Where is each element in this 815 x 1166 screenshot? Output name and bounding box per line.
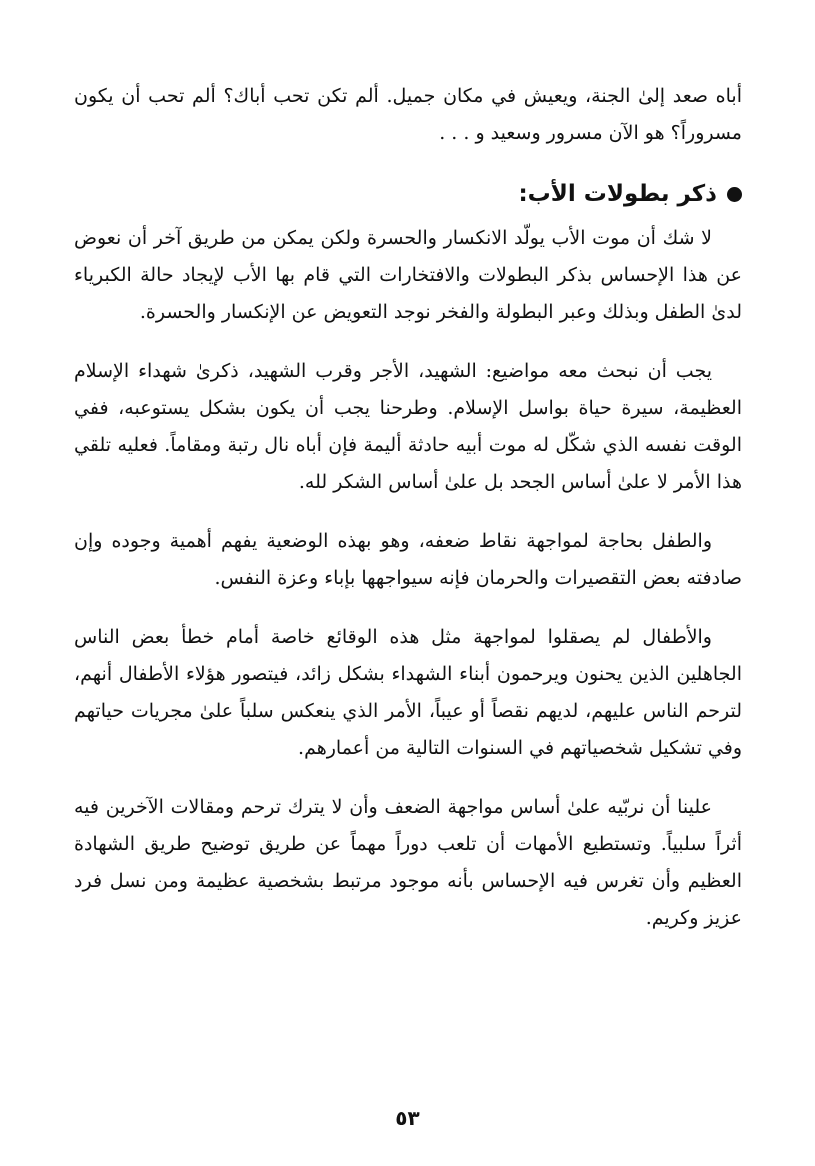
body-paragraph-2: يجب أن نبحث معه مواضيع: الشهيد، الأجر وقرب الشهيد، ذكرىٰ شهداء الإسلام العظيمة، سيرة حياة بواسل الإسلام. وطرحنا يجب أن يكون بشكل يستوعبه، ففي الوقت نفسه الذي شكّل له موت أبيه حادثة أليمة فإن أباه نال رتبة ومقاماً. فعليه تلقي هذا الأمر لا علىٰ أساس الجحد بل علىٰ أساس الشكر لله.	[74, 360, 742, 493]
section-heading	[74, 174, 742, 214]
book-page	[74, 78, 742, 937]
bullet-icon	[727, 187, 742, 202]
body-paragraph-3: والطفل بحاجة لمواجهة نقاط ضعفه، وهو بهذه الوضعية يفهم أهمية وجوده وإن صادفته بعض التقصيرات والحرمان فإنه سيواجهها بإباء وعزة النفس.	[74, 530, 742, 589]
body-paragraph-1: لا شك أن موت الأب يولّد الانكسار والحسرة ولكن يمكن من طريق آخر أن نعوض عن هذا الإحساس بذكر البطولات والافتخارات التي قام بها الأب لإيجاد حالة الكبرياء لدىٰ الطفل وبذلك وعبر البطولة والفخر نوجد التعويض عن الإنكسار والحسرة.	[74, 227, 742, 323]
intro-paragraph: أباه صعد إلىٰ الجنة، ويعيش في مكان جميل. ألم تكن تحب أباك؟ ألم تحب أن يكون مسروراً؟ هو الآن مسرور وسعيد و . . .	[74, 85, 742, 144]
page-number: ٥٣	[395, 1106, 420, 1130]
body-paragraph-4: والأطفال لم يصقلوا لمواجهة مثل هذه الوقائع خاصة أمام خطأ بعض الناس الجاهلين الذين يحنون ويرحمون أبناء الشهداء بشكل زائد، فيتصور هؤلاء الأطفال أنهم، لترحم الناس عليهم، لديهم نقصاً أو عيباً، الأمر الذي ينعكس سلباً علىٰ مجريات حياتهم وفي تشكيل شخصياتهم في السنوات التالية من أعمارهم.	[74, 626, 742, 759]
section-heading-text: ذكر بطولات الأب:	[518, 181, 717, 207]
body-paragraph-5: علينا أن نربّيه علىٰ أساس مواجهة الضعف وأن لا يترك ترحم ومقالات الآخرين فيه أثراً سلبياً. وتستطيع الأمهات أن تلعب دوراً مهماً عن طريق توضيح طريق الشهادة العظيم وأن تغرس فيه الإحساس بأنه موجود مرتبط بشخصية عظيمة ومن نسل فرد عزيز وكريم.	[74, 796, 742, 929]
